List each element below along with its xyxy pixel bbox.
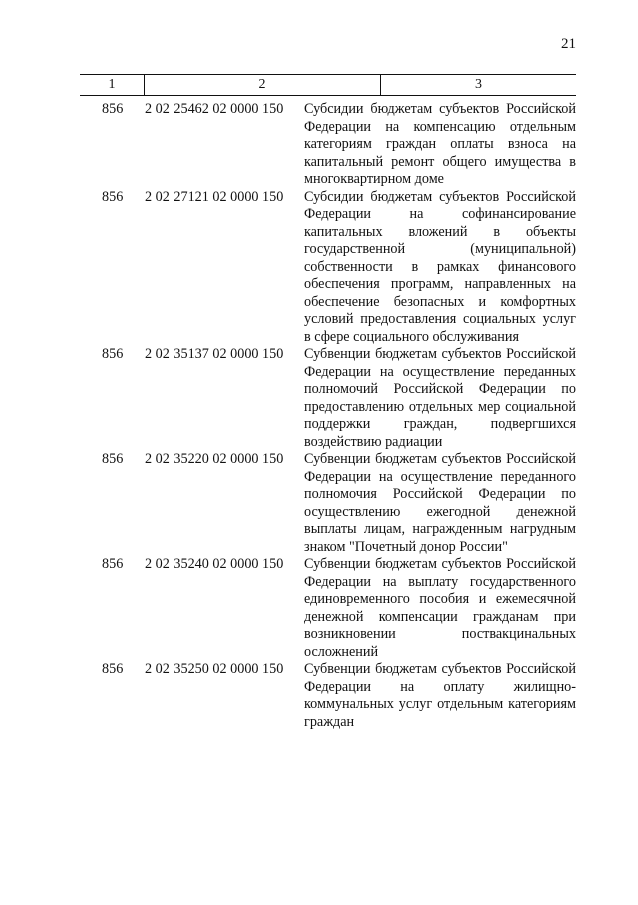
table-row	[80, 556, 576, 661]
income-code-cell: 2 02 25462 02 0000 150	[145, 101, 284, 117]
column-header-3: 3	[475, 77, 482, 92]
income-code-cell: 2 02 35250 02 0000 150	[145, 661, 284, 677]
income-name-cell: Субвенции бюджетам субъектов Российской Федерации на осуществление переданных полномочий Российской Федерации по предоставлению отдельных мер социальной поддержки граждан, подвергшихся воздействию радиации	[304, 346, 576, 450]
table-row	[80, 189, 576, 347]
admin-code-cell: 856	[102, 451, 124, 467]
admin-code-cell: 856	[102, 556, 124, 572]
table-header	[80, 74, 576, 96]
page-number: 21	[561, 36, 576, 52]
income-name-cell: Субвенции бюджетам субъектов Российской Федерации на выплату государственного единовременного пособия и ежемесячной денежной компенсации гражданам при возникновении поствакцинальных осложнений	[304, 556, 576, 660]
admin-code-cell: 856	[102, 346, 124, 362]
income-name-cell: Субвенции бюджетам субъектов Российской Федерации на оплату жилищно-коммунальных услуг отдельным категориям граждан	[304, 661, 576, 730]
income-name-cell: Субвенции бюджетам субъектов Российской Федерации на осуществление переданного полномочия Российской Федерации по осуществлению ежегодной денежной выплаты лицам, награжденным нагрудным знаком "Почетный донор России"	[304, 451, 576, 555]
income-name-cell: Субсидии бюджетам субъектов Российской Федерации на софинансирование капитальных вложений в объекты государственной (муниципальной) собственности в рамках финансового обеспечения программ, направленных на обеспечение безопасных и комфортных условий предоставления социальных услуг в сфере социального обслуживания	[304, 188, 576, 345]
income-code-cell: 2 02 35240 02 0000 150	[145, 556, 284, 572]
income-name-cell: Субсидии бюджетам субъектов Российской Федерации на компенсацию отдельным категориям граждан оплаты взноса на капитальный ремонт общего имущества в многоквартирном доме	[304, 101, 576, 187]
table-body	[80, 101, 576, 731]
table-row	[80, 451, 576, 556]
admin-code-cell: 856	[102, 661, 124, 677]
income-code-cell: 2 02 35137 02 0000 150	[145, 346, 284, 362]
table-row	[80, 101, 576, 189]
income-code-cell: 2 02 35220 02 0000 150	[145, 451, 284, 467]
column-header-1: 1	[80, 75, 145, 95]
income-code-cell: 2 02 27121 02 0000 150	[145, 188, 284, 205]
admin-code-cell: 856	[102, 188, 124, 205]
admin-code-cell: 856	[102, 101, 124, 117]
column-header-2: 2	[144, 75, 381, 95]
table-row	[80, 346, 576, 451]
table-row	[80, 661, 576, 731]
